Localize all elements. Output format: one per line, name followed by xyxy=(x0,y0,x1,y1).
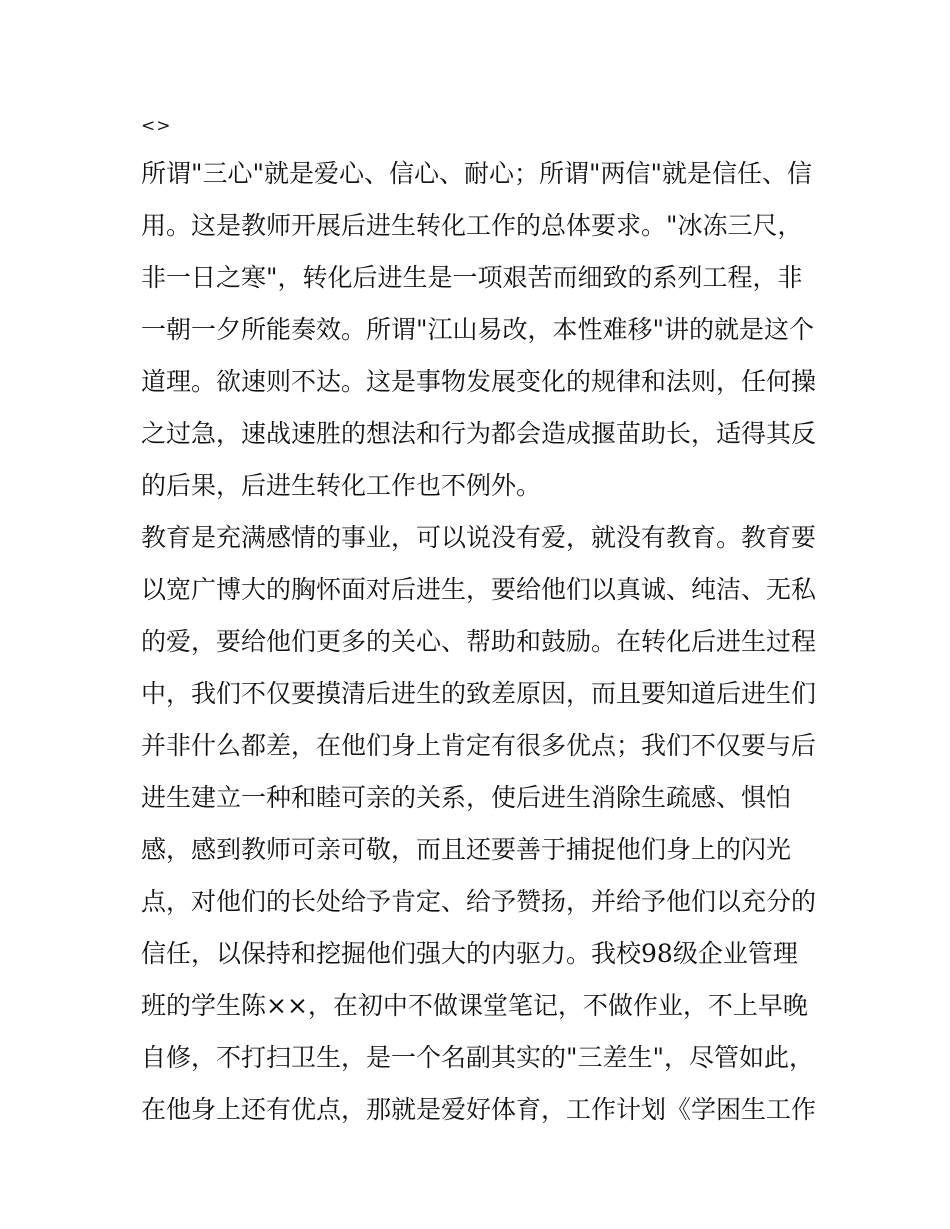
text-line: 中，我们不仅要摸清后进生的致差原因，而且要知道后进生们 xyxy=(141,679,817,708)
text-line: 点，对他们的长处给予肯定、给予赞扬，并给予他们以充分的 xyxy=(141,887,817,916)
body-text xyxy=(141,156,821,1144)
page-marker: <> xyxy=(141,116,172,136)
text-line: 所谓"三心"就是爱心、信心、耐心；所谓"两信"就是信任、信 xyxy=(141,159,812,188)
text-line: 并非什么都差，在他们身上肯定有很多优点；我们不仅要与后 xyxy=(141,731,817,760)
text-line: 进生建立一种和睦可亲的关系，使后进生消除生疏感、惧怕 xyxy=(141,783,792,812)
text-line: 的后果，后进生转化工作也不例外。 xyxy=(141,471,542,500)
text-line: 以宽广博大的胸怀面对后进生，要给他们以真诚、纯洁、无私 xyxy=(141,575,817,604)
text-line: 用。这是教师开展后进生转化工作的总体要求。"冰冻三尺， xyxy=(141,211,803,240)
text-line: 感，感到教师可亲可敬，而且还要善于捕捉他们身上的闪光 xyxy=(141,835,792,864)
text-line: 信任，以保持和挖掘他们强大的内驱力。我校98级企业管理 xyxy=(141,939,798,968)
text-line: 在他身上还有优点，那就是爱好体育，工作计划《学困生工作 xyxy=(141,1095,817,1124)
text-line: 道理。欲速则不达。这是事物发展变化的规律和法则，任何操 xyxy=(141,367,817,396)
text-line: 之过急，速战速胜的想法和行为都会造成揠苗助长，适得其反 xyxy=(141,419,817,448)
text-line: 一朝一夕所能奏效。所谓"江山易改，本性难移"讲的就是这个 xyxy=(141,315,815,344)
text-line: 的爱，要给他们更多的关心、帮助和鼓励。在转化后进生过程 xyxy=(141,627,817,656)
text-line: 非一日之寒"，转化后进生是一项艰苦而细致的系列工程，非 xyxy=(141,263,803,292)
text-line: 自修，不打扫卫生，是一个名副其实的"三差生"，尽管如此， xyxy=(141,1043,815,1072)
text-line: 教育是充满感情的事业，可以说没有爱，就没有教育。教育要 xyxy=(141,523,817,552)
text-line: 班的学生陈××，在初中不做课堂笔记，不做作业，不上早晚 xyxy=(141,991,808,1020)
